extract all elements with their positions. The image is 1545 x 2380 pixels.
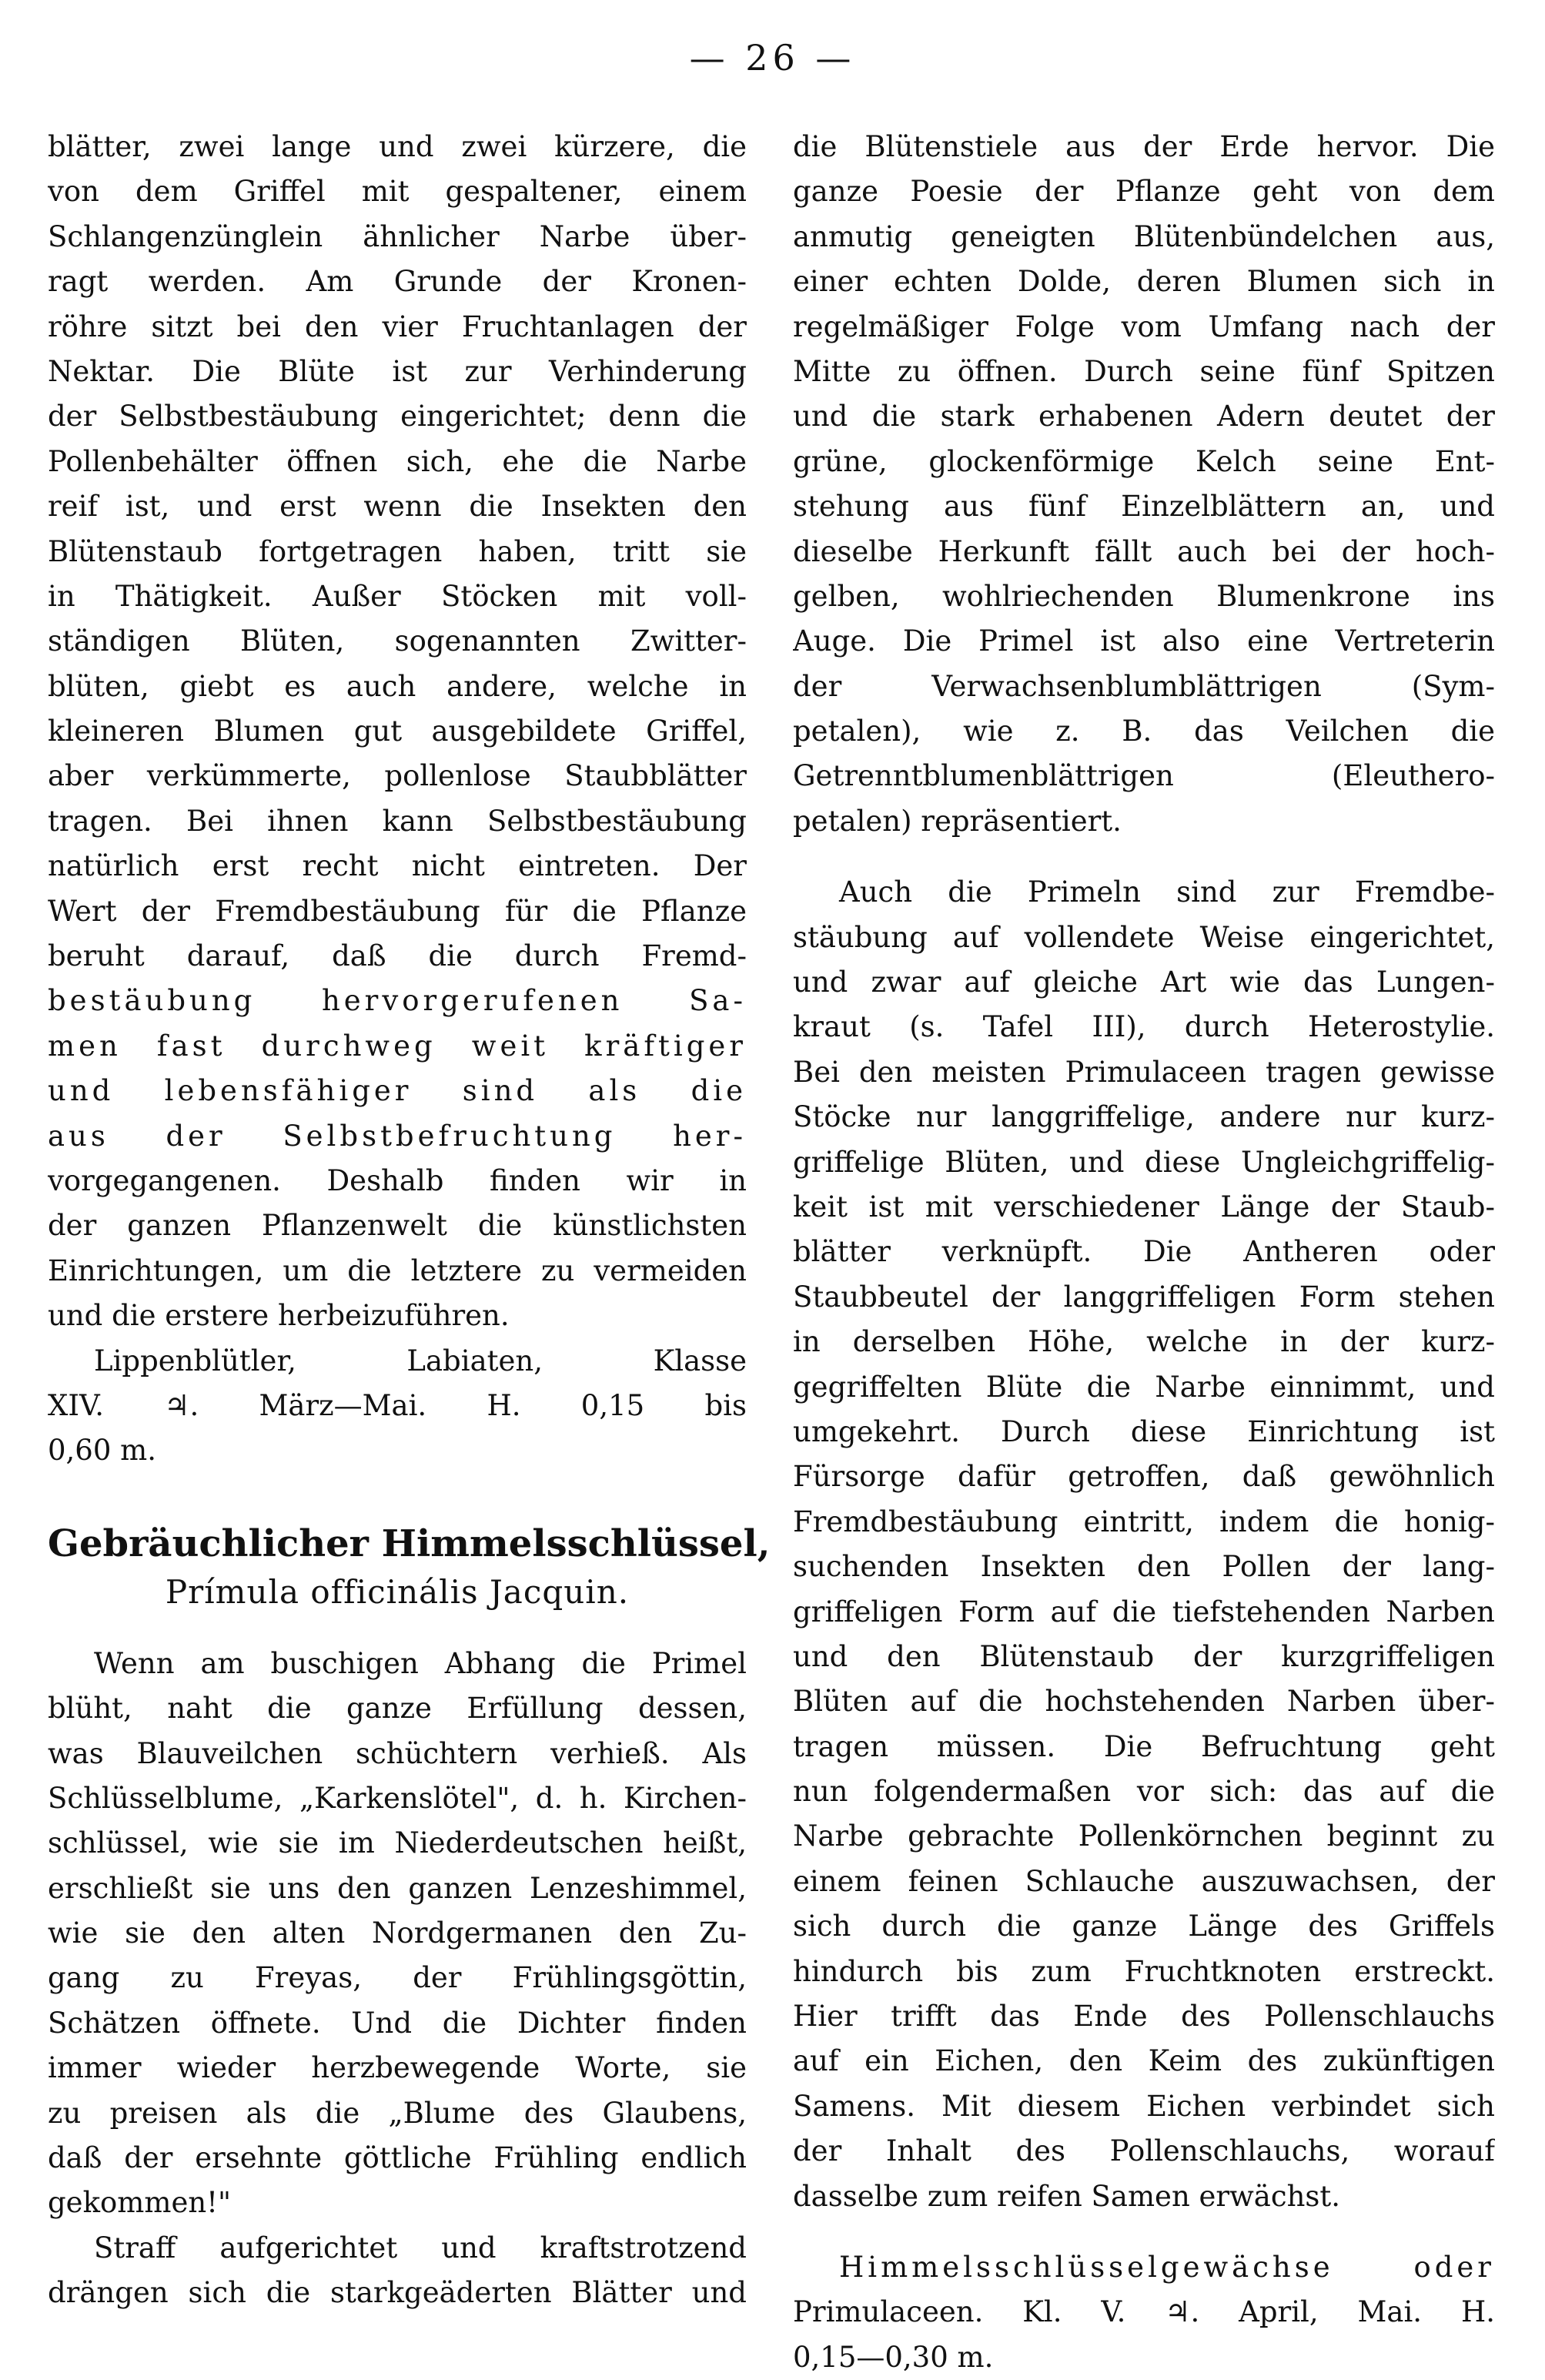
classification-line: Lippenblütler, Labiaten, Klasse [94, 1344, 747, 1377]
text-line: petalen) repräsentiert. [793, 804, 1122, 838]
text-line: ragt werden. Am Grunde der Kronen- [48, 265, 747, 299]
paragraph-blaetter [48, 2226, 747, 2316]
text-line: Wert der Fremdbestäubung für die Pflanze [48, 894, 747, 928]
text-line: Schlüsselblume, „Karkenslötel", d. h. Kirchen- [48, 1781, 747, 1815]
text-line: gang zu Freyas, der Frühlingsgöttin, [48, 1961, 747, 1995]
text-line: einer echten Dolde, deren Blumen sich in [793, 265, 1495, 299]
text-line: tragen. Bei ihnen kann Selbstbestäubung [48, 804, 747, 838]
spacer [48, 1615, 747, 1642]
text-line: der Verwachsenblumblättrigen (Sym- [793, 669, 1495, 703]
paragraph-primel-intro [48, 1642, 747, 2226]
text-line: dasselbe zum reifen Samen erwächst. [793, 2179, 1341, 2213]
classification-primulaceen [793, 2245, 1495, 2380]
text-line: von dem Griffel mit gespaltener, einem [48, 175, 747, 209]
text-line: nun folgendermaßen vor sich: das auf die [793, 1775, 1495, 1809]
right-column [793, 125, 1495, 2380]
paragraph-fremdbestaeubung [793, 870, 1495, 2219]
text-line: Pollenbehälter öffnen sich, ehe die Narbe [48, 444, 747, 478]
text-line: Mitte zu öffnen. Durch seine fünf Spitzen [793, 354, 1495, 388]
text-line: und die erstere herbeizuführen. [48, 1299, 510, 1333]
text-line: daß der ersehnte göttliche Frühling endlich [48, 2141, 747, 2175]
text-line: Blüten auf die hochstehenden Narben über- [793, 1685, 1495, 1719]
text-line: Fremdbestäubung eintritt, indem die honig- [793, 1505, 1495, 1538]
text-line: auf ein Eichen, den Keim des zukünftigen [793, 2044, 1495, 2078]
text-line: blüten, giebt es auch andere, welche in [48, 669, 747, 703]
text-line: wie sie den alten Nordgermanen den Zu- [48, 1916, 747, 1950]
text-line: Auge. Die Primel ist also eine Vertreterin [793, 624, 1495, 658]
spacer [48, 1474, 747, 1518]
text-line: Schlangenzünglein ähnlicher Narbe über- [48, 219, 747, 253]
text-line: erschließt sie uns den ganzen Lenzeshimmel, [48, 1871, 747, 1905]
text-line: in derselben Höhe, welche in der kurz- [793, 1325, 1495, 1359]
text-line: Samens. Mit diesem Eichen verbindet sich [793, 2089, 1495, 2123]
text-line: Auch die Primeln sind zur Fremdbe- [839, 875, 1495, 909]
spaced-text-line: bestäubung hervorgerufenen Sa- [48, 984, 747, 1018]
left-column [48, 125, 771, 2316]
text-line: röhre sitzt bei den vier Fruchtanlagen der [48, 310, 747, 343]
text-line: blätter verknüpft. Die Antheren oder [793, 1235, 1495, 1269]
latin-name-subheading: Prímula officinális Jacquin. [165, 1572, 630, 1611]
text-line: Bei den meisten Primulaceen tragen gewisse [793, 1055, 1495, 1089]
text-line: und zwar auf gleiche Art wie das Lungen- [793, 966, 1495, 999]
text-line: einem feinen Schlauche auszuwachsen, der [793, 1864, 1495, 1898]
text-line: ständigen Blüten, sogenannten Zwitter- [48, 624, 747, 658]
text-line: gegriffelten Blüte die Narbe einnimmt, und [793, 1370, 1495, 1404]
text-line: und die stark erhabenen Adern deutet der [793, 400, 1495, 433]
text-line: tragen müssen. Die Befruchtung geht [793, 1729, 1495, 1763]
text-line: schlüssel, wie sie im Niederdeutschen heißt, [48, 1826, 747, 1860]
text-line: Wenn am buschigen Abhang die Primel [94, 1646, 747, 1680]
classification-line: Himmelsschlüsselgewächse oder [839, 2250, 1495, 2284]
text-line: der ganzen Pflanzenwelt die künstlichsten [48, 1209, 747, 1243]
text-line: kleineren Blumen gut ausgebildete Griffel, [48, 715, 747, 748]
text-line: gelben, wohlriechenden Blumenkrone ins [793, 579, 1495, 613]
text-line: keit ist mit verschiedener Länge der Staub- [793, 1190, 1495, 1223]
text-line: griffeligen Form auf die tiefstehenden Narben [793, 1595, 1495, 1629]
text-line: sich durch die ganze Länge des Griffels [793, 1910, 1495, 1943]
spacer [793, 844, 1495, 870]
text-line: Schätzen öffnete. Und die Dichter finden [48, 2006, 747, 2040]
text-line: immer wieder herzbewegende Worte, sie [48, 2051, 747, 2085]
text-line: grüne, glockenförmige Kelch seine Ent- [793, 444, 1495, 478]
text-line: dieselbe Herkunft fällt auch bei der hoch- [793, 534, 1495, 568]
text-line: in Thätigkeit. Außer Stöcken mit voll- [48, 579, 747, 613]
text-line: und den Blütenstaub der kurzgriffeligen [793, 1639, 1495, 1673]
section-heading: Gebräuchlicher Himmelsschlüssel, [48, 1521, 771, 1565]
text-line: Getrenntblumenblättrigen (Eleuthero- [793, 759, 1495, 793]
text-line: vorgegangenen. Deshalb finden wir in [48, 1163, 747, 1197]
text-line: natürlich erst recht nicht eintreten. Der [48, 849, 747, 883]
classification-line: XIV. ♃. März—Mai. H. 0,15 bis [48, 1388, 747, 1422]
text-line: blüht, naht die ganze Erfüllung dessen, [48, 1692, 747, 1726]
text-line: Nektar. Die Blüte ist zur Verhinderung [48, 354, 747, 388]
text-line: anmutig geneigten Blütenbündelchen aus, [793, 219, 1495, 253]
text-line: stehung aus fünf Einzelblättern an, und [793, 490, 1495, 524]
classification-labiaten [48, 1339, 747, 1474]
spaced-text-line: aus der Selbstbefruchtung her- [48, 1119, 747, 1153]
spaced-text-line: und lebensfähiger sind als die [48, 1074, 747, 1108]
page-number: — 26 — [689, 37, 856, 79]
text-line: Blütenstaub fortgetragen haben, tritt sie [48, 534, 747, 568]
text-line: was Blauveilchen schüchtern verhieß. Als [48, 1736, 747, 1770]
text-line: beruht darauf, daß die durch Fremd- [48, 939, 747, 973]
text-line: die Blütenstiele aus der Erde hervor. Die [793, 130, 1495, 163]
text-line: Hier trifft das Ende des Pollenschlauchs [793, 2000, 1495, 2034]
text-line: reif ist, und erst wenn die Insekten den [48, 490, 747, 524]
text-line: der Inhalt des Pollenschlauchs, worauf [793, 2134, 1495, 2168]
text-line: Einrichtungen, um die letztere zu vermeiden [48, 1254, 747, 1287]
text-line: gekommen!" [48, 2186, 232, 2220]
text-line: ganze Poesie der Pflanze geht von dem [793, 175, 1495, 209]
text-line: Straff aufgerichtet und kraftstrotzend [94, 2231, 747, 2265]
text-line: aber verkümmerte, pollenlose Staubblätter [48, 759, 747, 793]
classification-line: Primulaceen. Kl. V. ♃. April, Mai. H. [793, 2295, 1495, 2329]
spacer [793, 2219, 1495, 2245]
text-line: hindurch bis zum Fruchtknoten erstreckt. [793, 1954, 1495, 1988]
text-line: kraut (s. Tafel III), durch Heterostylie. [793, 1010, 1495, 1044]
text-line: drängen sich die starkgeäderten Blätter und [48, 2276, 747, 2310]
classification-line: 0,60 m. [48, 1434, 156, 1468]
text-line: griffelige Blüten, und diese Ungleichgriffelig- [793, 1145, 1495, 1179]
text-line: der Selbstbestäubung eingerichtet; denn die [48, 400, 747, 433]
text-line: zu preisen als die „Blume des Glaubens, [48, 2096, 747, 2130]
text-line: regelmäßiger Folge vom Umfang nach der [793, 310, 1495, 343]
text-line: suchenden Insekten den Pollen der lang- [793, 1550, 1495, 1584]
text-line: Stöcke nur langgriffelige, andere nur kurz- [793, 1100, 1495, 1134]
spaced-text-line: men fast durchweg weit kräftiger [48, 1029, 747, 1063]
paragraph-bestaeubung [48, 125, 747, 1339]
text-line: Narbe gebrachte Pollenkörnchen beginnt zu [793, 1819, 1495, 1853]
text-line: umgekehrt. Durch diese Einrichtung ist [793, 1414, 1495, 1448]
text-line: blätter, zwei lange und zwei kürzere, die [48, 130, 747, 163]
text-line: stäubung auf vollendete Weise eingerichtet, [793, 920, 1495, 954]
paragraph-bluetenstiele [793, 125, 1495, 844]
classification-line: 0,15—0,30 m. [793, 2340, 994, 2374]
text-line: petalen), wie z. B. das Veilchen die [793, 715, 1495, 748]
text-line: Staubbeutel der langgriffeligen Form stehen [793, 1280, 1495, 1314]
text-line: Fürsorge dafür getroffen, daß gewöhnlich [793, 1460, 1495, 1494]
